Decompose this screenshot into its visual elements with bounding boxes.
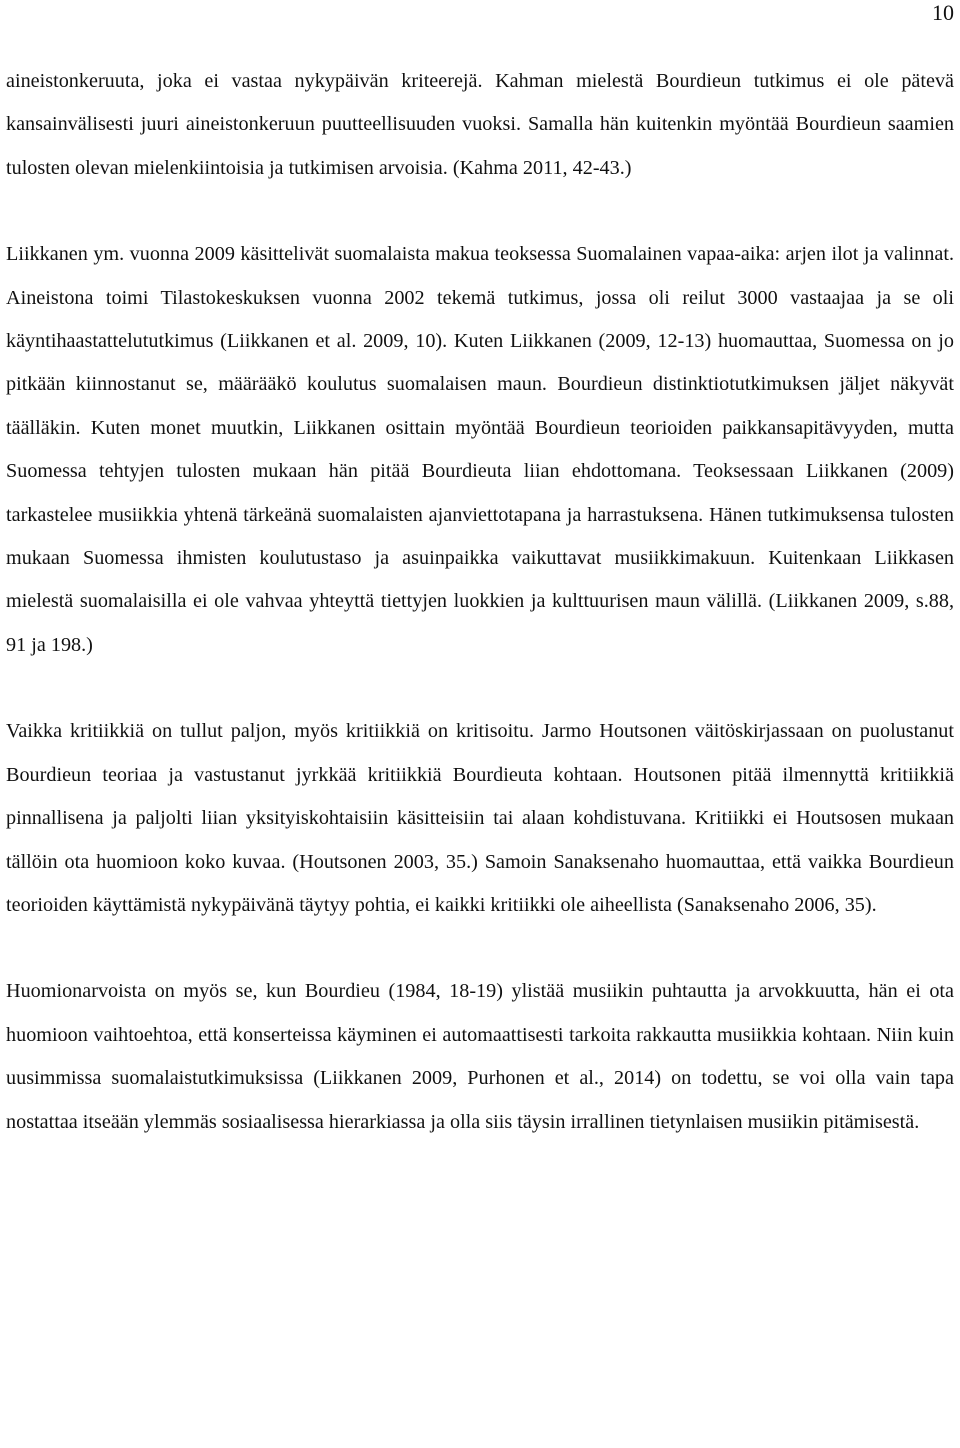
paragraph-houtsonen: Vaikka kritiikkiä on tullut paljon, myös kritiikkiä on kritisoitu. Jarmo Houtsonen väitöskirjassaan on puolustanut Bourdieun teoriaa ja vastustanut jyrkkää kritiikkiä Bourdieuta kohtaan. Houtsonen pitää ilmennyttä kritiikkiä pinnallisena ja paljolti liian yksityiskohtaisiin käsitteisiin tai alaan kohdistuvana. Kritiikki ei Houtsosen mukaan tällöin ota huomioon koko kuvaa. (Houtsonen 2003, 35.) Samoin Sanaksenaho huomauttaa, että vaikka Bourdieun teorioiden käyttämistä nykypäivänä täytyy pohtia, ei kaikki kritiikki ole aiheellista (Sanaksenaho 2006, 35). <box>6 720 954 916</box>
paragraph-kahma: aineistonkeruuta, joka ei vastaa nykypäivän kriteerejä. Kahman mielestä Bourdieun tutkimus ei ole pätevä kansainvälisesti juuri aineistonkeruun puutteellisuuden vuoksi. Samalla hän kuitenkin myöntää Bourdieun saamien tulosten olevan mielenkiintoisia ja tutkimisen arvoisia. (Kahma 2011, 42-43.) <box>6 70 954 179</box>
page-number: 10 <box>932 0 954 25</box>
paragraph-bourdieu-music: Huomionarvoista on myös se, kun Bourdieu (1984, 18-19) ylistää musiikin puhtautta ja arvokkuutta, hän ei ota huomioon vaihtoehtoa, että konserteissa käyminen ei automaattisesti tarkoita rakkautta musiikkia kohtaan. Niin kuin uusimmissa suomalaistutkimuksissa (Liikkanen 2009, Purhonen et al., 2014) on todettu, se voi olla vain tapa nostattaa itseään ylemmäs sosiaalisessa hierarkiassa ja olla siis täysin irrallinen tietynlaisen musiikin pitämisestä. <box>6 980 954 1133</box>
paragraph-liikkanen: Liikkanen ym. vuonna 2009 käsittelivät suomalaista makua teoksessa Suomalainen vapaa-aika: arjen ilot ja valinnat. Aineistona toimi Tilastokeskuksen vuonna 2002 tekemä tutkimus, jossa oli reilut 3000 vastaajaa ja se oli käyntihaastattelututkimus (Liikkanen et al. 2009, 10). Kuten Liikkanen (2009, 12-13) huomauttaa, Suomessa on jo pitkään kiinnostanut se, määrääkö koulutus suomalaisen maun. Bourdieun distinktiotutkimuksen jäljet näkyvät täälläkin. Kuten monet muutkin, Liikkanen osittain myöntää Bourdieun teorioiden paikkansapitävyyden, mutta Suomessa tehtyjen tulosten mukaan hän pitää Bourdieuta liian ehdottomana. Teoksessaan Liikkanen (2009) tarkastelee musiikkia yhtenä tärkeänä suomalaisten ajanviettotapana ja harrastuksena. Hänen tutkimuksensa tulosten mukaan Suomessa ihmisten koulutustaso ja asuinpaikka vaikuttavat musiikkimakuun. Kuitenkaan Liikkasen mielestä suomalaisilla ei ole vahvaa yhteyttä tiettyjen luokkien ja kulttuurisen maun välillä. (Liikkanen 2009, s.88, 91 ja 198.) <box>6 243 954 656</box>
body-text <box>6 60 954 1144</box>
